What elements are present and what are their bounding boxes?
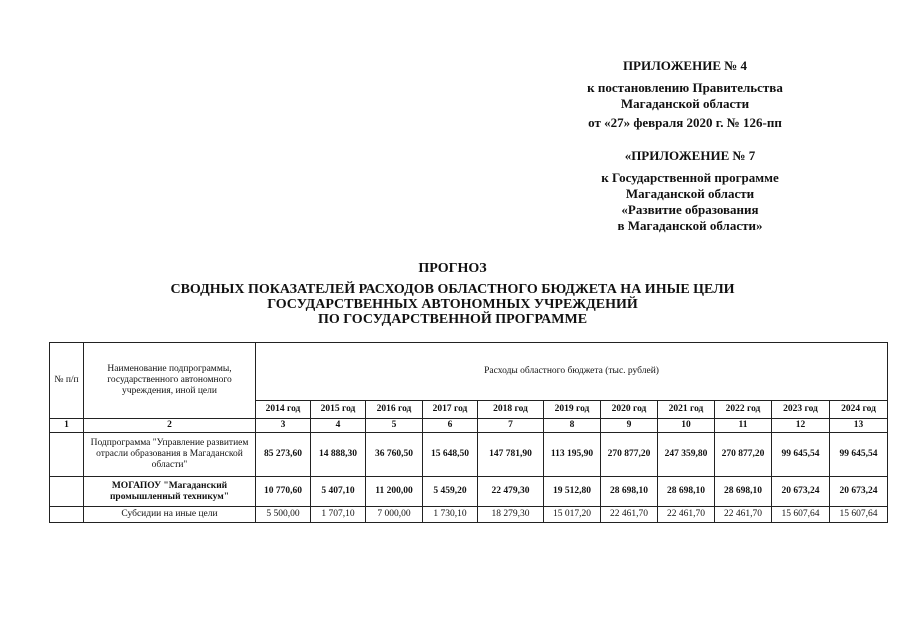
value-cell: 270 877,20	[715, 433, 772, 477]
appendix2-line: Магаданской области	[625, 186, 755, 201]
index-cell: 2	[84, 419, 256, 433]
index-cell: 1	[50, 419, 84, 433]
row-num	[50, 507, 84, 523]
index-cell: 3	[256, 419, 311, 433]
appendix-number: ПРИЛОЖЕНИЕ № 4	[622, 58, 748, 73]
value-cell: 15 607,64	[772, 507, 830, 523]
value-cell: 11 200,00	[366, 477, 423, 507]
value-cell: 22 461,70	[658, 507, 715, 523]
doc-title-line: СВОДНЫХ ПОКАЗАТЕЛЕЙ РАСХОДОВ ОБЛАСТНОГО БЮДЖЕТА НА ИНЫЕ ЦЕЛИ	[170, 282, 735, 297]
row-name: Подпрограмма "Управление развитием отрасли образования в Магаданской области"	[84, 433, 256, 477]
row-num	[50, 477, 84, 507]
table-row	[50, 507, 888, 523]
value-cell: 15 648,50	[423, 433, 478, 477]
index-cell: 8	[544, 419, 601, 433]
budget-table	[49, 342, 888, 523]
index-row	[50, 419, 888, 433]
appendix-line: к постановлению Правительства	[587, 80, 783, 95]
value-cell: 22 461,70	[715, 507, 772, 523]
value-cell: 18 279,30	[478, 507, 544, 523]
index-cell: 5	[366, 419, 423, 433]
value-cell: 14 888,30	[311, 433, 366, 477]
value-cell: 28 698,10	[601, 477, 658, 507]
appendix2-number: «ПРИЛОЖЕНИЕ № 7	[624, 148, 756, 163]
index-cell: 9	[601, 419, 658, 433]
row-name: Субсидии на иные цели	[84, 507, 256, 523]
value-cell: 22 479,30	[478, 477, 544, 507]
index-cell: 13	[830, 419, 888, 433]
year-cell: 2021 год	[658, 401, 715, 419]
value-cell: 5 407,10	[311, 477, 366, 507]
col-num-header: № п/п	[50, 343, 84, 419]
value-cell: 15 607,64	[830, 507, 888, 523]
year-cell: 2020 год	[601, 401, 658, 419]
year-cell: 2024 год	[830, 401, 888, 419]
value-cell: 10 770,60	[256, 477, 311, 507]
index-cell: 6	[423, 419, 478, 433]
value-cell: 22 461,70	[601, 507, 658, 523]
doc-title-line: ПО ГОСУДАРСТВЕННОЙ ПРОГРАММЕ	[317, 312, 588, 327]
value-cell: 113 195,90	[544, 433, 601, 477]
appendix2-line: «Развитие образования	[621, 202, 759, 217]
table-row	[50, 477, 888, 507]
year-cell: 2022 год	[715, 401, 772, 419]
appendix2-line: в Магаданской области»	[617, 218, 763, 233]
value-cell: 20 673,24	[830, 477, 888, 507]
value-cell: 99 645,54	[772, 433, 830, 477]
value-cell: 247 359,80	[658, 433, 715, 477]
index-cell: 12	[772, 419, 830, 433]
value-cell: 1 730,10	[423, 507, 478, 523]
table-header-row	[50, 343, 888, 401]
appendix-line: Магаданской области	[620, 96, 750, 111]
year-cell: 2015 год	[311, 401, 366, 419]
year-cell: 2017 год	[423, 401, 478, 419]
value-cell: 5 459,20	[423, 477, 478, 507]
index-cell: 10	[658, 419, 715, 433]
col-name-header: Наименование подпрограммы, государственного автономного учреждения, иной цели	[84, 343, 256, 419]
value-cell: 19 512,80	[544, 477, 601, 507]
value-cell: 7 000,00	[366, 507, 423, 523]
value-cell: 28 698,10	[658, 477, 715, 507]
value-cell: 270 877,20	[601, 433, 658, 477]
doc-title: ПРОГНОЗ	[418, 261, 487, 276]
index-cell: 4	[311, 419, 366, 433]
value-cell: 5 500,00	[256, 507, 311, 523]
value-cell: 36 760,50	[366, 433, 423, 477]
table-row	[50, 433, 888, 477]
year-cell: 2023 год	[772, 401, 830, 419]
year-cell: 2016 год	[366, 401, 423, 419]
value-cell: 28 698,10	[715, 477, 772, 507]
doc-title-line: ГОСУДАРСТВЕННЫХ АВТОНОМНЫХ УЧРЕЖДЕНИЙ	[267, 297, 638, 312]
value-cell: 99 645,54	[830, 433, 888, 477]
year-cell: 2018 год	[478, 401, 544, 419]
appendix-block	[560, 58, 810, 131]
appendix2-block	[575, 148, 805, 234]
col-expenses-header: Расходы областного бюджета (тыс. рублей)	[256, 343, 888, 401]
appendix2-line: к Государственной программе	[601, 170, 779, 185]
value-cell: 1 707,10	[311, 507, 366, 523]
row-num	[50, 433, 84, 477]
index-cell: 7	[478, 419, 544, 433]
value-cell: 20 673,24	[772, 477, 830, 507]
year-cell: 2014 год	[256, 401, 311, 419]
appendix-date: от «27» февраля 2020 г. № 126-пп	[588, 115, 782, 130]
value-cell: 147 781,90	[478, 433, 544, 477]
value-cell: 15 017,20	[544, 507, 601, 523]
row-name: МОГАПОУ "Магаданский промышленный техникум"	[84, 477, 256, 507]
index-cell: 11	[715, 419, 772, 433]
year-cell: 2019 год	[544, 401, 601, 419]
value-cell: 85 273,60	[256, 433, 311, 477]
